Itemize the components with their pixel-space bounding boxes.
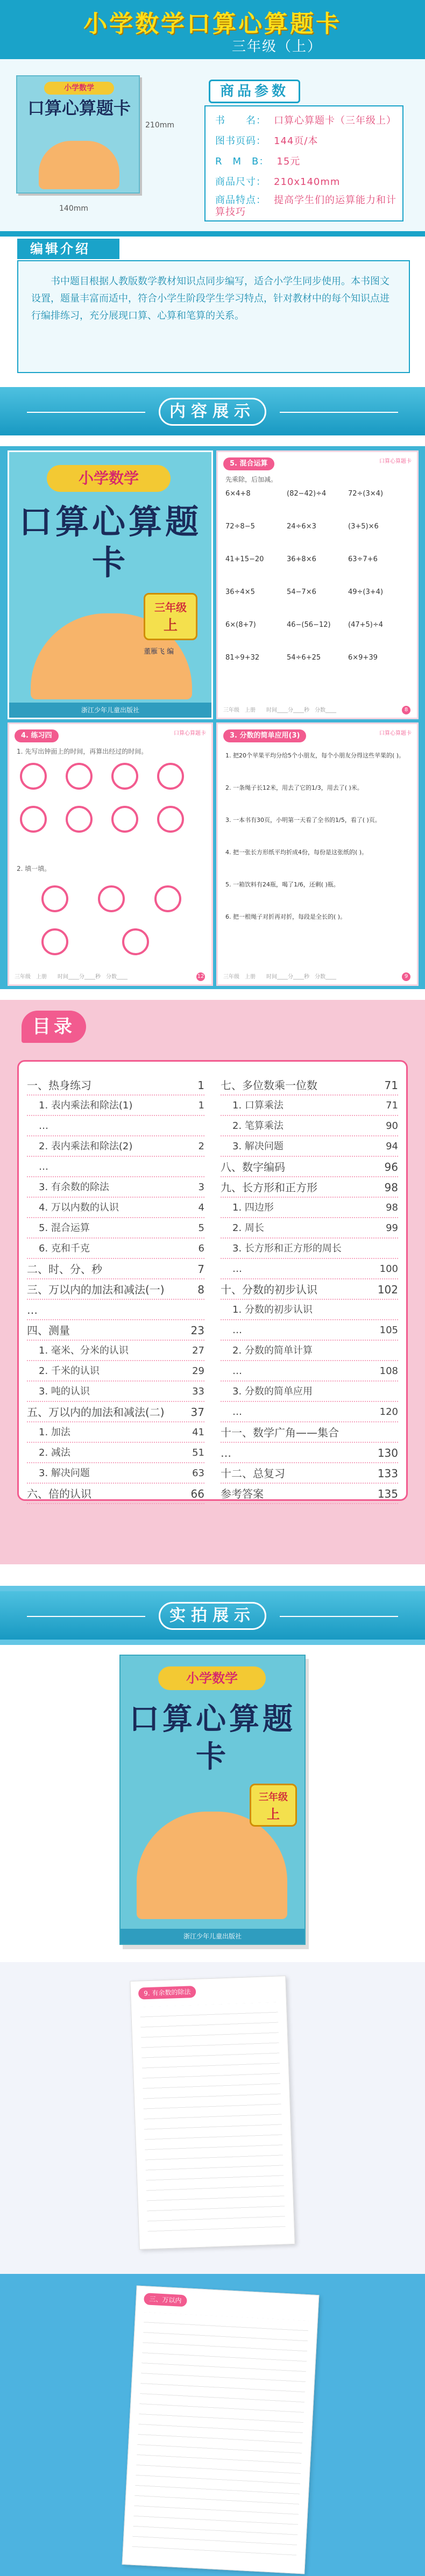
- toc-entry-title: 3. 解决问题: [39, 1468, 90, 1479]
- page-ribbon: 口算心算题卡: [379, 731, 412, 736]
- problem-item: (47+5)÷4: [348, 621, 384, 629]
- problem-item: 72÷(3×4): [348, 490, 384, 498]
- clock-icon: [41, 885, 68, 912]
- clock-icon: [98, 885, 125, 912]
- book-cover-title: 口算心算题卡: [18, 502, 202, 582]
- toc-entry: [27, 1177, 204, 1198]
- photo-book: [119, 1655, 306, 1945]
- toc-right-column: [221, 1075, 398, 1504]
- toc-entry: [27, 1075, 204, 1096]
- toc-entry-page: 4: [198, 1202, 204, 1213]
- toc-entry: [221, 1218, 398, 1239]
- intro-body: 书中题目根据人教版数学教材知识点同步编写，适合小学生同步使用。本书图文设置，题量丰富而适中，符合小学生阶段学生学习特点，针对教材中的每个知识点进行编排练习，充分展现口算、心算和笔算的关系。: [17, 260, 410, 373]
- toc-entry: [27, 1279, 204, 1300]
- toc-entry-title: …: [221, 1447, 231, 1459]
- photo-title: 口算心算题卡: [129, 1702, 296, 1774]
- problem-item: (3+5)×6: [348, 523, 379, 531]
- photo-illustration: [137, 1812, 287, 1919]
- spec-row: 图书页码： 144页/本: [215, 135, 318, 147]
- toc-entry: [27, 1198, 204, 1218]
- toc-entry-page: 8: [197, 1283, 204, 1296]
- clock-icon: [20, 806, 47, 833]
- problem-item: 54−7×6: [287, 588, 316, 596]
- cover-title: 口算心算题卡: [27, 98, 131, 118]
- spec-row: R M B： 15元: [215, 156, 301, 167]
- page-ribbon: 口算心算题卡: [379, 459, 412, 464]
- problem-item: 49÷(3+4): [348, 588, 384, 596]
- toc-entry-title: 二、时、分、秒: [27, 1263, 102, 1276]
- page-footer: 三年级 上册 时间____分____秒 分数____: [223, 707, 336, 713]
- toc-entry: [221, 1422, 398, 1443]
- page-number: 8: [402, 706, 410, 714]
- toc-entry: [221, 1259, 398, 1279]
- toc-entry-title: 3. 长方形和正方形的周长: [232, 1243, 342, 1254]
- toc-entry-title: 1. 分数的初步认识: [232, 1304, 313, 1315]
- toc-entry-page: 94: [386, 1141, 398, 1152]
- question-2: 2. 填一填。: [17, 865, 51, 872]
- question-line: 4. 把一张长方形纸平均折成4份，每份是这张纸的( )。: [225, 849, 368, 856]
- toc-entry-page: 3: [198, 1182, 204, 1193]
- grade-badge: 三年级 上: [144, 593, 197, 640]
- toc-left-column: [27, 1075, 204, 1504]
- author: 董雁飞 编: [144, 648, 174, 656]
- toc-entry: [221, 1116, 398, 1136]
- clock-icon: [154, 885, 181, 912]
- real-section-label: 实拍展示: [159, 1602, 266, 1630]
- toc-entry-title: 4. 万以内数的认识: [39, 1202, 119, 1213]
- page-footer: 三年级 上册 时间____分____秒 分数____: [223, 974, 336, 980]
- real-section-banner: [0, 1591, 425, 1640]
- page-footer: 三年级 上册 时间____分____秒 分数____: [15, 974, 128, 980]
- toc-entry-page: 133: [377, 1467, 398, 1480]
- sample-page-fractions: [216, 722, 419, 986]
- page-heading: 3. 分数的简单应用(3): [223, 729, 306, 742]
- toc-entry: [27, 1157, 204, 1177]
- photo-publisher: 浙江少年儿童出版社: [121, 1929, 304, 1944]
- toc-entry: [27, 1463, 204, 1484]
- problem-item: (82−42)÷4: [287, 490, 327, 498]
- toc-entry: [27, 1239, 204, 1259]
- toc-entry-page: 1: [198, 1100, 204, 1111]
- toc-entry-title: 2. 减法: [39, 1447, 70, 1458]
- toc-entry-title: 1. 加法: [39, 1427, 70, 1438]
- toc-entry-title: 3. 吨的认识: [39, 1386, 90, 1397]
- clock-row-2: [41, 885, 181, 912]
- toc-entry: [27, 1484, 204, 1504]
- toc-entry: [221, 1361, 398, 1382]
- toc-entry: [221, 1075, 398, 1096]
- toc-entry-page: 63: [192, 1468, 204, 1479]
- content-section-label: 内容展示: [159, 398, 266, 426]
- toc-entry-title: 六、倍的认识: [27, 1487, 91, 1500]
- problem-item: 46−(56−12): [287, 621, 331, 629]
- toc-entry-page: 41: [192, 1427, 204, 1438]
- toc-entry-title: …: [232, 1365, 242, 1377]
- toc-entry-title: …: [232, 1263, 242, 1275]
- sheet-heading: 9. 有余数的除法: [138, 1986, 196, 2000]
- toc-entry: [221, 1177, 398, 1198]
- dimension-width: 140mm: [59, 204, 88, 213]
- toc-entry: [221, 1239, 398, 1259]
- toc-entry-page: 71: [384, 1079, 398, 1092]
- toc-entry-page: 23: [190, 1324, 204, 1337]
- toc-entry-title: 三、万以内的加法和减法(一): [27, 1283, 165, 1296]
- toc-entry-title: 四、测量: [27, 1324, 70, 1337]
- toc-entry-page: 71: [386, 1100, 398, 1111]
- toc-entry-title: 2. 表内乘法和除法(2): [39, 1141, 133, 1152]
- page-instruction: 先乘除，后加减。: [225, 476, 278, 483]
- spec-row: 书 名： 口算心算题卡（三年级上）: [215, 115, 396, 126]
- toc-entry-page: 51: [192, 1447, 204, 1458]
- toc-entry-page: 29: [192, 1365, 204, 1377]
- page-heading: 4. 练习四: [15, 729, 59, 742]
- content-section-banner: [0, 387, 425, 435]
- toc-entry: [221, 1096, 398, 1116]
- toc-entry-page: 33: [192, 1386, 204, 1397]
- sheet-lines: [132, 2312, 309, 2562]
- photo-badge: 小学数学: [158, 1666, 266, 1690]
- photo-open-page: [0, 2274, 425, 2576]
- toc-entry-title: 十、分数的初步认识: [221, 1283, 317, 1296]
- toc-entry: [221, 1341, 398, 1361]
- toc-entry-title: 2. 千米的认识: [39, 1365, 100, 1377]
- problem-item: 6×9+39: [348, 654, 378, 662]
- toc-entry-title: 九、长方形和正方形: [221, 1181, 317, 1194]
- toc-entry-page: 98: [386, 1202, 398, 1213]
- toc-entry-title: 2. 笔算乘法: [232, 1120, 284, 1132]
- toc-entry-page: 66: [190, 1487, 204, 1500]
- question-line: 6. 把一根绳子对折再对折，每段是全长的( )。: [225, 913, 346, 920]
- toc-entry-page: 2: [198, 1141, 204, 1152]
- problem-item: 24÷6×3: [287, 523, 316, 531]
- photo-cover: [0, 1645, 425, 1962]
- problem-item: 36÷4×5: [225, 588, 255, 596]
- toc-entry-title: 七、多位数乘一位数: [221, 1079, 317, 1092]
- toc-entry-page: 27: [192, 1345, 204, 1356]
- toc-entry-page: 120: [379, 1406, 398, 1418]
- toc-entry: [221, 1463, 398, 1484]
- photo-grade-badge: 三年级 上: [250, 1784, 297, 1827]
- toc-entry-title: 3. 有余数的除法: [39, 1182, 109, 1193]
- toc-entry: [27, 1116, 204, 1136]
- book-cover: [8, 450, 213, 719]
- toc-entry: [221, 1320, 398, 1341]
- photo-sheet: [122, 2285, 320, 2574]
- sample-page-mixed-ops: [216, 450, 419, 719]
- question-line: 5. 一箱饮料有24瓶，喝了1/6，还剩( )瓶。: [225, 881, 339, 888]
- toc-entry: [27, 1218, 204, 1239]
- toc-entry: [27, 1320, 204, 1341]
- clock-row-3: [41, 928, 149, 955]
- toc-entry-page: 105: [379, 1325, 398, 1336]
- toc-entry: [27, 1300, 204, 1320]
- problem-item: 36+8×6: [287, 555, 316, 563]
- page-number: 12: [196, 972, 205, 981]
- toc-entry-title: …: [39, 1161, 48, 1172]
- cover-badge: 小学数学: [44, 82, 114, 95]
- problem-item: 72÷8−5: [225, 523, 255, 531]
- problem-item: 6×(8+7): [225, 621, 256, 629]
- toc-entry-page: 135: [377, 1487, 398, 1500]
- toc-entry-page: 130: [377, 1447, 398, 1459]
- toc-entry-title: 2. 周长: [232, 1222, 264, 1234]
- clock-icon: [111, 806, 138, 833]
- toc-entry-page: 5: [198, 1222, 204, 1234]
- toc-entry-page: 90: [386, 1120, 398, 1132]
- toc-entry-page: 96: [384, 1161, 398, 1173]
- specs-heading: 商品参数: [209, 80, 300, 103]
- toc-entry-page: 98: [384, 1181, 398, 1194]
- toc-entry-page: 37: [190, 1406, 204, 1419]
- toc-entry-title: 2. 分数的简单计算: [232, 1345, 313, 1356]
- problem-grid: [225, 490, 409, 662]
- product-title: 小学数学口算心算题卡: [83, 10, 342, 38]
- toc-entry: [221, 1484, 398, 1504]
- toc-entry-page: 99: [386, 1222, 398, 1234]
- question-line: 2. 一条绳子长12米，用去了它的1/3，用去了( )米。: [225, 784, 363, 791]
- toc-entry-title: 5. 混合运算: [39, 1222, 90, 1234]
- toc-entry-title: 五、万以内的加法和减法(二): [27, 1406, 165, 1419]
- toc-entry: [27, 1361, 204, 1382]
- page-heading: 5. 混合运算: [223, 457, 274, 470]
- toc-entry: [27, 1402, 204, 1422]
- page-ribbon: 口算心算题卡: [174, 731, 206, 736]
- toc-entry-page: 7: [197, 1263, 204, 1276]
- toc-entry-title: 6. 克和千克: [39, 1243, 90, 1254]
- dimension-height: 210mm: [145, 121, 174, 130]
- toc-entry-title: 八、数字编码: [221, 1161, 285, 1173]
- clock-grid: [20, 763, 203, 833]
- toc-entry: [27, 1382, 204, 1402]
- clock-icon: [66, 763, 93, 790]
- toc-entry: [221, 1136, 398, 1157]
- toc-entry-title: …: [27, 1304, 38, 1316]
- page-number: 9: [402, 972, 410, 981]
- toc-entry-page: 1: [197, 1079, 204, 1092]
- toc-entry: [221, 1382, 398, 1402]
- toc-entry-page: 100: [379, 1263, 398, 1275]
- toc-entry-title: 十一、数学广角——集合: [221, 1426, 339, 1439]
- toc-entry: [27, 1259, 204, 1279]
- toc-entry-page: 108: [379, 1365, 398, 1377]
- clock-icon: [20, 763, 47, 790]
- toc-entry: [27, 1341, 204, 1361]
- toc-entry-title: …: [232, 1325, 242, 1336]
- clock-icon: [66, 806, 93, 833]
- problem-item: 81÷9+32: [225, 654, 260, 662]
- spec-row: 商品尺寸： 210x140mm: [215, 176, 341, 188]
- clock-icon: [157, 806, 184, 833]
- toc-entry-page: 6: [198, 1243, 204, 1254]
- toc-entry: [221, 1157, 398, 1177]
- toc-entry-title: 1. 毫米、分米的认识: [39, 1345, 129, 1356]
- toc-entry: [221, 1300, 398, 1320]
- toc-entry: [221, 1279, 398, 1300]
- question-line: 1. 把20个苹果平均分给5个小朋友，每个小朋友分得这些苹果的( )。: [225, 752, 405, 759]
- toc-entry-title: 1. 四边形: [232, 1202, 274, 1213]
- photo-sheet: [130, 1976, 295, 2250]
- problem-item: 54÷6+25: [287, 654, 321, 662]
- toc-entry-title: 1. 口算乘法: [232, 1100, 284, 1111]
- clock-icon: [41, 928, 68, 955]
- publisher: 浙江少年儿童出版社: [9, 703, 211, 718]
- toc-entry-title: …: [39, 1120, 48, 1132]
- toc-entry: [27, 1136, 204, 1157]
- problem-item: 63÷7+6: [348, 555, 378, 563]
- page-instruction: 1. 先写出钟面上的时间，再算出经过的时间。: [17, 748, 148, 755]
- cover-thumbnail: [16, 75, 140, 194]
- product-subtitle: 三年级（上）: [231, 39, 322, 55]
- toc-entry: [27, 1096, 204, 1116]
- sample-page-clocks: [8, 722, 213, 986]
- spec-row: 商品特点： 提高学生们的运算能力和计算技巧: [215, 195, 396, 218]
- sheet-lines: [140, 2002, 286, 2238]
- book-cover-badge: 小学数学: [47, 465, 171, 492]
- toc-entry: [27, 1443, 204, 1463]
- intro-heading: 编辑介绍: [17, 239, 119, 259]
- toc-entry: [221, 1198, 398, 1218]
- toc-entry-title: 十二、总复习: [221, 1467, 285, 1480]
- photo-inner-pages: [0, 1962, 425, 2274]
- toc-entry: [221, 1402, 398, 1422]
- toc-entry: [27, 1422, 204, 1443]
- problem-item: 6×4+8: [225, 490, 251, 498]
- clock-icon: [111, 763, 138, 790]
- toc-entry-title: …: [232, 1406, 242, 1418]
- toc-entry-title: 3. 分数的简单应用: [232, 1386, 313, 1397]
- toc-entry-title: 一、热身练习: [27, 1079, 91, 1092]
- problem-item: 41+15−20: [225, 555, 264, 563]
- toc-heading: 目录: [22, 1011, 86, 1043]
- question-line: 3. 一本书有30页，小明第一天看了全书的1/5，看了( )页。: [225, 817, 381, 824]
- toc-entry-title: 参考答案: [221, 1487, 264, 1500]
- clock-icon: [122, 928, 149, 955]
- cover-illustration: [39, 141, 119, 189]
- toc-entry-title: 3. 解决问题: [232, 1141, 284, 1152]
- sheet-heading: 三、万以内: [144, 2293, 187, 2307]
- clock-icon: [157, 763, 184, 790]
- toc-entry-title: 1. 表内乘法和除法(1): [39, 1100, 133, 1111]
- toc-entry: [221, 1443, 398, 1463]
- toc-entry-page: 102: [377, 1283, 398, 1296]
